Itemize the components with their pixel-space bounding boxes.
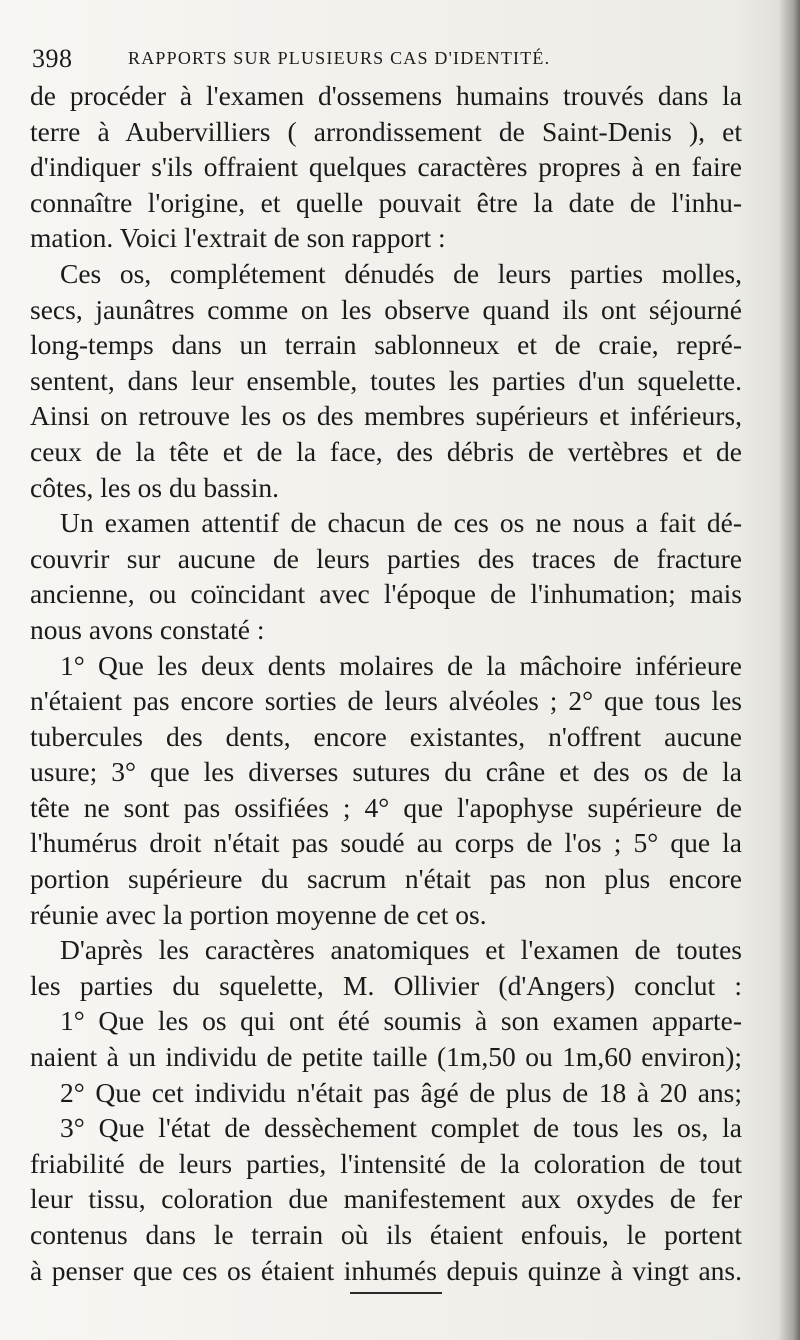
running-head: RAPPORTS SUR PLUSIEURS CAS D'IDENTITÉ.: [128, 48, 551, 68]
text-line: contenus dans le terrain où ils étaient enfouis, le portent: [30, 1219, 742, 1250]
text-line: portion supérieure du sacrum n'était pas non plus encore: [30, 863, 742, 895]
text-line: Un examen attentif de chacun de ces os ne nous a fait dé-: [60, 507, 742, 539]
page-edge-shadow: [778, 0, 800, 1340]
text-line: 3° Que l'état de dessèchement complet de tous les os, la: [60, 1112, 742, 1144]
text-line: l'humérus droit n'était pas soudé au corps de l'os ; 5° que la: [30, 827, 742, 859]
text-line: mation. Voici l'extrait de son rapport :: [30, 222, 446, 254]
body-text: [30, 78, 742, 1288]
text-line: d'indiquer s'ils offraient quelques caractères propres à en faire: [30, 151, 742, 183]
page-header: [32, 40, 752, 76]
text-line: les parties du squelette, M. Ollivier (d'Angers) conclut :: [30, 969, 742, 1001]
text-line: naient à un individu de petite taille (1m,50 ou 1m,60 environ);: [30, 1041, 742, 1073]
text-line: tête ne sont pas ossifiées ; 4° que l'apophyse supérieure de: [30, 791, 742, 823]
text-line: de procéder à l'examen d'ossemens humains trouvés dans la: [30, 80, 742, 111]
page-number: 398: [32, 44, 73, 73]
text-line: connaître l'origine, et quelle pouvait être la date de l'inhu-: [30, 186, 742, 218]
text-line: ancienne, ou coïncidant avec l'époque de l'inhumation; mais: [30, 578, 742, 610]
text-line: 2° Que cet individu n'était pas âgé de plus de 18 à 20 ans;: [60, 1076, 742, 1108]
text-line: terre à Aubervilliers ( arrondissement de Saint-Denis ), et: [30, 115, 742, 147]
text-line: sentent, dans leur ensemble, toutes les parties d'un squelette.: [30, 364, 742, 396]
text-line: leur tissu, coloration due manifestement aux oxydes de fer: [30, 1183, 742, 1215]
text-line: réunie avec la portion moyenne de cet os.: [30, 898, 487, 930]
text-line: couvrir sur aucune de leurs parties des traces de fracture: [30, 542, 742, 574]
text-line: nous avons constaté :: [30, 613, 265, 645]
text-line: Ainsi on retrouve les os des membres supérieurs et inférieurs,: [30, 400, 742, 432]
end-rule: [350, 1292, 442, 1294]
text-line: n'étaient pas encore sorties de leurs alvéoles ; 2° que tous les: [30, 685, 742, 717]
text-line: friabilité de leurs parties, l'intensité de la coloration de tout: [30, 1147, 742, 1179]
text-line: côtes, les os du bassin.: [30, 471, 280, 503]
text-line: 1° Que les os qui ont été soumis à son examen apparte-: [60, 1005, 742, 1037]
text-line: Ces os, complétement dénudés de leurs parties molles,: [60, 257, 742, 289]
text-line: secs, jaunâtres comme on les observe quand ils ont séjourné: [30, 293, 742, 325]
text-line: tubercules des dents, encore existantes, n'offrent aucune: [30, 720, 742, 752]
text-line: ceux de la tête et de la face, des débris de vertèbres et de: [30, 435, 742, 467]
text-line: à penser que ces os étaient inhumés depuis quinze à vingt ans.: [30, 1254, 742, 1286]
text-line: usure; 3° que les diverses sutures du crâne et des os de la: [30, 756, 742, 788]
text-line: 1° Que les deux dents molaires de la mâchoire inférieure: [60, 649, 742, 681]
text-line: D'après les caractères anatomiques et l'examen de toutes: [60, 934, 742, 966]
text-line: long-temps dans un terrain sablonneux et de craie, repré-: [30, 329, 742, 361]
